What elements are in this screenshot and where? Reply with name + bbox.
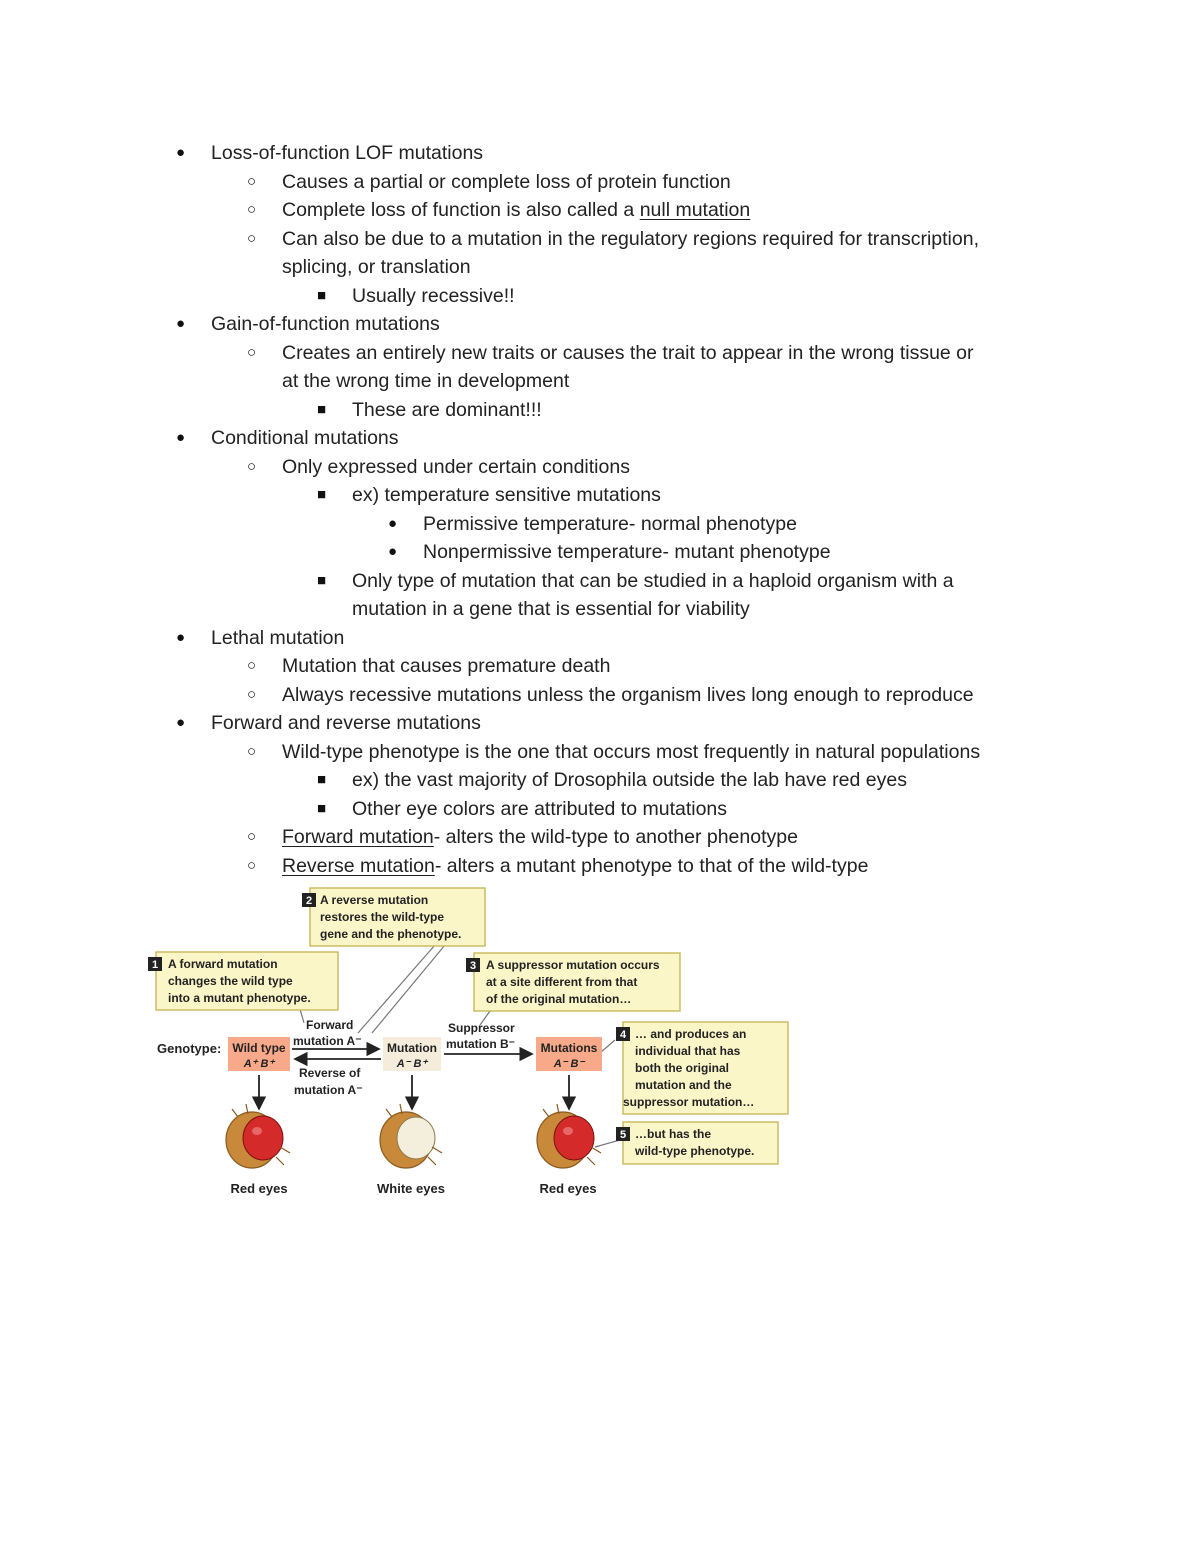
svg-text:Mutations: Mutations xyxy=(540,1041,598,1055)
svg-text:1: 1 xyxy=(151,959,159,971)
list-item: ■ ex) the vast majority of Drosophila outside the lab have red eyes xyxy=(0,766,1200,795)
svg-text:Red eyes: Red eyes xyxy=(230,1181,288,1196)
list-item: ■ Other eye colors are attributed to mutations xyxy=(0,795,1200,824)
callout-pointer xyxy=(595,1140,620,1147)
square-bullet-icon: ■ xyxy=(317,400,327,418)
circle-bullet-icon: ○ xyxy=(247,229,257,247)
square-bullet-icon: ■ xyxy=(317,571,327,589)
circle-bullet-icon: ○ xyxy=(247,828,257,845)
circle-bullet-icon: ○ xyxy=(247,856,257,874)
svg-text:mutation A⁻: mutation A⁻ xyxy=(294,1083,363,1097)
list-item: ■ Only type of mutation that can be studied in a haploid organism with a xyxy=(0,567,1200,596)
callout-1 xyxy=(148,952,338,1010)
genotype-mutations xyxy=(536,1037,602,1071)
list-item: ● Conditional mutations xyxy=(0,424,1200,453)
notes-outline xyxy=(0,139,1200,880)
square-bullet-icon: ■ xyxy=(317,486,327,503)
list-item: ○ Only expressed under certain conditions xyxy=(0,453,1200,482)
svg-text:Red eyes: Red eyes xyxy=(539,1181,597,1196)
list-item: ○ Complete loss of function is also called a null mutation xyxy=(0,196,1200,225)
list-item-continuation: at the wrong time in development xyxy=(282,370,570,392)
mutation-figure xyxy=(140,885,800,1205)
list-item: ○ Always recessive mutations unless the organism lives long enough to reproduce xyxy=(0,681,1200,710)
fly-head-white-icon xyxy=(380,1104,442,1168)
list-item: ○ Wild-type phenotype is the one that occurs most frequently in natural populations xyxy=(0,738,1200,767)
svg-text:Genotype:: Genotype: xyxy=(157,1041,222,1056)
fly-head-red-right-icon xyxy=(537,1104,601,1168)
list-item: ○ Creates an entirely new traits or causes the trait to appear in the wrong tissue or xyxy=(0,339,1200,368)
callout-3 xyxy=(466,953,680,1011)
svg-text:Reverse of: Reverse of xyxy=(299,1066,361,1080)
callout-pointer xyxy=(600,1040,615,1053)
list-item: ○ Forward mutation- alters the wild-type to another phenotype xyxy=(0,823,1200,852)
bullet-icon: ● xyxy=(176,315,186,332)
list-item: ○ Mutation that causes premature death xyxy=(0,652,1200,681)
reverse-mutation-term: Reverse mutation xyxy=(282,854,435,877)
svg-text:A⁻ B⁺: A⁻ B⁺ xyxy=(396,1058,428,1070)
list-item: ■ These are dominant!!! xyxy=(0,396,1200,425)
list-item: ○ Causes a partial or complete loss of protein function xyxy=(0,168,1200,197)
svg-text:changes the wild type: changes the wild type xyxy=(168,974,293,988)
svg-text:A suppressor mutation occurs: A suppressor mutation occurs xyxy=(486,958,660,972)
null-mutation-term: null mutation xyxy=(639,199,751,221)
svg-text:Forward: Forward xyxy=(306,1018,354,1032)
svg-text:wild-type phenotype.: wild-type phenotype. xyxy=(635,1144,755,1158)
square-bullet-icon: ■ xyxy=(317,799,327,817)
list-item-continuation: mutation in a gene that is essential for viability xyxy=(352,598,750,620)
bullet-icon: ● xyxy=(176,144,186,161)
bullet-icon: ● xyxy=(176,628,186,646)
svg-text:mutation B⁻: mutation B⁻ xyxy=(446,1037,515,1051)
bullet-icon: ● xyxy=(176,714,186,731)
svg-text:4: 4 xyxy=(619,1029,627,1041)
callout-5 xyxy=(616,1122,778,1164)
forward-mutation-term: Forward mutation xyxy=(282,826,434,848)
callout-pointer xyxy=(358,945,435,1033)
callout-pointer xyxy=(300,1009,304,1023)
bullet-icon: ● xyxy=(388,514,398,532)
svg-text:2: 2 xyxy=(305,895,313,907)
circle-bullet-icon: ○ xyxy=(247,742,257,760)
svg-text:at a site different from that: at a site different from that xyxy=(486,975,638,989)
circle-bullet-icon: ○ xyxy=(247,201,257,218)
svg-text:A reverse mutation: A reverse mutation xyxy=(320,893,429,907)
svg-text:A⁻ B⁻: A⁻ B⁻ xyxy=(553,1058,585,1070)
list-item: ● Permissive temperature- normal phenotype xyxy=(0,510,1200,539)
svg-text:… and produces an: … and produces an xyxy=(635,1027,747,1041)
svg-text:White eyes: White eyes xyxy=(377,1181,445,1196)
svg-text:5: 5 xyxy=(619,1129,627,1141)
svg-text:both the original: both the original xyxy=(635,1061,729,1075)
list-item: ● Gain-of-function mutations xyxy=(0,310,1200,339)
circle-bullet-icon: ○ xyxy=(247,343,257,361)
callout-4 xyxy=(616,1022,788,1114)
genotype-mutation xyxy=(383,1037,441,1071)
bullet-icon: ● xyxy=(388,543,398,560)
list-item: ■ Usually recessive!! xyxy=(0,282,1200,311)
svg-text:suppressor mutation…: suppressor mutation… xyxy=(623,1095,755,1109)
square-bullet-icon: ■ xyxy=(317,771,327,788)
mutation-diagram xyxy=(140,885,800,1205)
circle-bullet-icon: ○ xyxy=(247,685,257,703)
svg-text:into a mutant phenotype.: into a mutant phenotype. xyxy=(168,991,311,1005)
svg-text:of the original mutation…: of the original mutation… xyxy=(486,992,632,1006)
genotype-wild-type xyxy=(228,1037,290,1071)
callout-2 xyxy=(302,888,485,946)
svg-text:gene and the phenotype.: gene and the phenotype. xyxy=(320,927,462,941)
circle-bullet-icon: ○ xyxy=(247,172,257,190)
svg-text:restores the wild-type: restores the wild-type xyxy=(320,910,445,924)
svg-text:3: 3 xyxy=(469,960,477,972)
circle-bullet-icon: ○ xyxy=(247,457,257,475)
svg-text:…but has the: …but has the xyxy=(635,1127,712,1141)
list-item: ○ Reverse mutation- alters a mutant phenotype to that of the wild-type xyxy=(0,852,1200,881)
svg-text:Suppressor: Suppressor xyxy=(448,1021,515,1035)
svg-text:Mutation: Mutation xyxy=(387,1041,437,1055)
bullet-icon: ● xyxy=(176,429,186,446)
list-item: ○ Can also be due to a mutation in the regulatory regions required for transcription, xyxy=(0,225,1200,254)
svg-text:individual that has: individual that has xyxy=(635,1044,741,1058)
svg-text:Wild type: Wild type xyxy=(232,1041,286,1055)
list-item: ■ ex) temperature sensitive mutations xyxy=(0,481,1200,510)
fly-head-red-left-icon xyxy=(226,1104,290,1168)
svg-text:A forward mutation: A forward mutation xyxy=(168,957,278,971)
svg-text:mutation A⁻: mutation A⁻ xyxy=(293,1034,362,1048)
list-item: ● Loss-of-function LOF mutations xyxy=(0,139,1200,168)
list-item-continuation: splicing, or translation xyxy=(282,256,471,278)
list-item: ● Nonpermissive temperature- mutant phenotype xyxy=(0,538,1200,567)
list-item: ● Forward and reverse mutations xyxy=(0,709,1200,738)
callout-pointer xyxy=(372,945,445,1033)
circle-bullet-icon: ○ xyxy=(247,657,257,674)
square-bullet-icon: ■ xyxy=(317,286,327,304)
svg-text:mutation and the: mutation and the xyxy=(635,1078,732,1092)
list-item: ● Lethal mutation xyxy=(0,624,1200,653)
svg-text:A⁺ B⁺: A⁺ B⁺ xyxy=(243,1058,275,1070)
